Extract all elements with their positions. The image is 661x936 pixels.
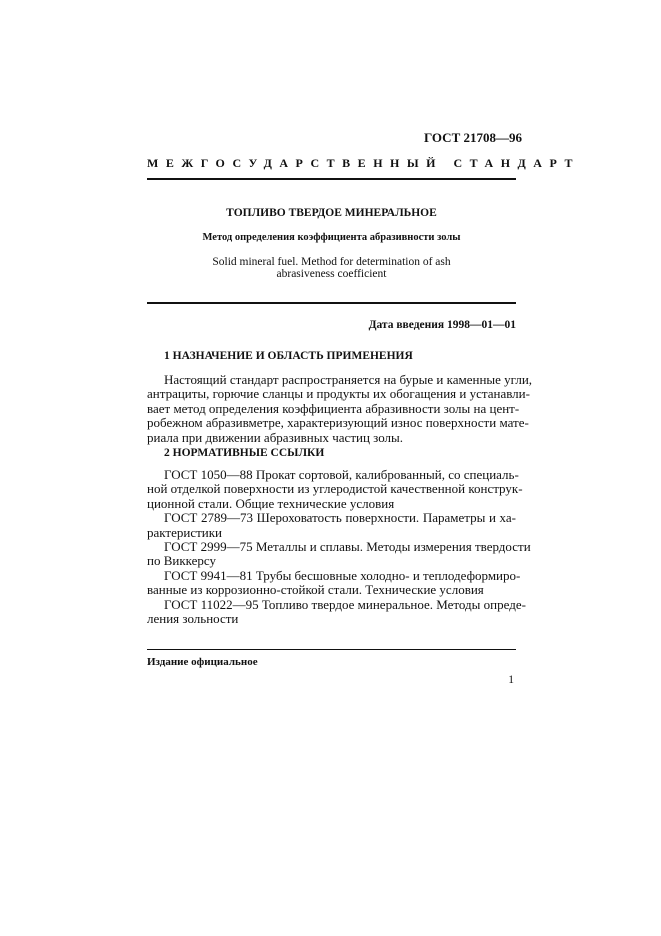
section-heading-scope: 1 НАЗНАЧЕНИЕ И ОБЛАСТЬ ПРИМЕНЕНИЯ — [164, 350, 413, 362]
reference-line: ления зольности — [147, 610, 239, 626]
section-scope-body — [147, 372, 533, 445]
reference-line: ГОСТ 2789—73 Шероховатость поверхности. Параметры и ха- — [164, 510, 516, 526]
english-title — [147, 256, 516, 280]
interstate-standard-label: МЕЖГОСУДАРСТВЕННЫЙ СТАНДАРТ — [147, 156, 580, 170]
top-divider — [147, 178, 516, 180]
section-references-body — [147, 467, 531, 626]
footer-divider — [147, 649, 516, 650]
text-line: Настоящий стандарт распространяется на бурые и каменные угли, — [164, 372, 533, 387]
reference-line: по Виккерсу — [147, 553, 217, 569]
official-edition-label: Издание официальное — [147, 656, 258, 668]
reference-line: ГОСТ 1050—88 Прокат сортовой, калиброванный, со специаль- — [164, 467, 519, 482]
section-heading-references: 2 НОРМАТИВНЫЕ ССЫЛКИ — [164, 447, 325, 459]
introduction-date: Дата введения 1998—01—01 — [368, 319, 516, 331]
text-line: вает метод определения коэффициента абразивности золы на цент- — [147, 400, 520, 416]
reference-line: ванные из коррозионно-стойкой стали. Технические условия — [147, 582, 484, 598]
text-line: риала при движении абразивных частиц золы. — [147, 429, 404, 445]
text-line: робежном абразивметре, характеризующий износ поверхности мате- — [147, 415, 529, 431]
reference-line: ГОСТ 11022—95 Топливо твердое минеральное. Методы опреде- — [164, 596, 526, 612]
reference-line: ционной стали. Общие технические условия — [147, 495, 395, 511]
title-divider — [147, 302, 516, 304]
page-number: 1 — [508, 674, 514, 686]
reference-line: ГОСТ 9941—81 Трубы бесшовные холодно- и теплодеформиро- — [164, 567, 521, 583]
english-title-line: Solid mineral fuel. Method for determination of ash — [212, 256, 451, 268]
english-title-line: abrasiveness coefficient — [276, 268, 387, 280]
document-title: ТОПЛИВО ТВЕРДОЕ МИНЕРАЛЬНОЕ — [226, 207, 437, 219]
gost-code: ГОСТ 21708—96 — [423, 130, 522, 145]
text-line: антрациты, горючие сланцы и продукты их обогащения и устанавли- — [147, 386, 530, 402]
reference-line: ной отделкой поверхности из углеродистой качественной конструк- — [147, 481, 523, 497]
reference-line: рактеристики — [147, 524, 223, 540]
reference-line: ГОСТ 2999—75 Металлы и сплавы. Методы измерения твердости — [164, 538, 531, 554]
method-subtitle: Метод определения коэффициента абразивности золы — [202, 232, 461, 243]
